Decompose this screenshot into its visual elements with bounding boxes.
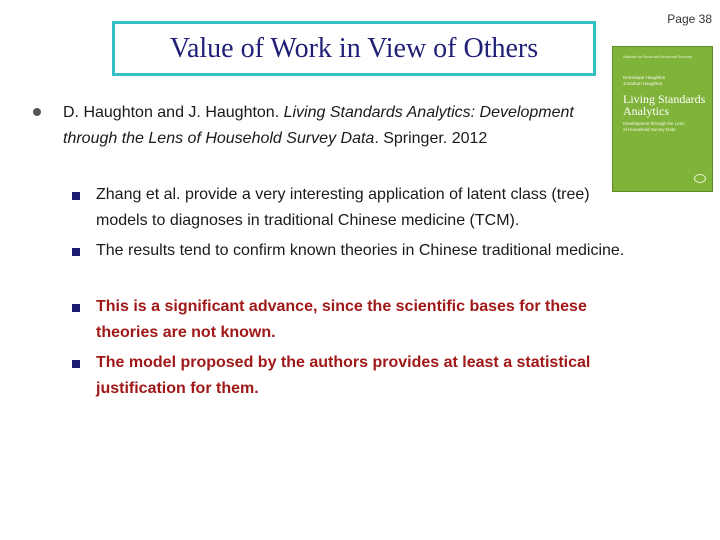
book-cover-authors xyxy=(623,75,707,87)
reference-book-title: Living Standards Analytics: Development through the Lens of Household Survey Data xyxy=(63,104,574,147)
slide-title: Value of Work in View of Others xyxy=(169,32,539,64)
publisher-logo-icon xyxy=(694,174,706,183)
point-text: The results tend to confirm known theories in Chinese traditional medicine. xyxy=(96,242,625,259)
book-cover-author: Dominique Haughton xyxy=(623,75,666,80)
title-box xyxy=(112,21,596,76)
reference-authors: D. Haughton and J. Haughton. xyxy=(63,104,284,121)
reference-citation xyxy=(63,100,623,152)
point-text: Zhang et al. provide a very interesting application of latent class (tree) models to diagnoses in traditional Chinese medicine (TCM). xyxy=(96,186,590,229)
book-cover-title xyxy=(623,93,707,117)
book-cover-image xyxy=(612,46,713,192)
point-text: The model proposed by the authors provides at least a statistical justification for them. xyxy=(96,354,591,397)
book-cover-subtitle-line: of Household Survey Data xyxy=(623,127,676,132)
book-cover-title-line: Living Standards xyxy=(623,92,706,106)
point-text: This is a significant advance, since the scientific bases for these theories are not known. xyxy=(96,298,587,341)
reference-publisher: . Springer. 2012 xyxy=(374,130,488,147)
book-cover-subtitle-line: Development through the Lens xyxy=(623,121,685,126)
circle-bullet-icon xyxy=(32,107,42,117)
book-cover-subtitle xyxy=(623,121,707,133)
square-bullet-icon xyxy=(72,248,80,256)
page-number: Page 38 xyxy=(667,12,712,26)
book-cover-title-line: Analytics xyxy=(623,104,669,118)
square-bullet-icon xyxy=(72,304,80,312)
book-cover-author: Jonathan Haughton xyxy=(623,81,663,86)
book-cover-series: Statistics for Social and Behavioral Sciences xyxy=(623,55,693,59)
square-bullet-icon xyxy=(72,192,80,200)
square-bullet-icon xyxy=(72,360,80,368)
